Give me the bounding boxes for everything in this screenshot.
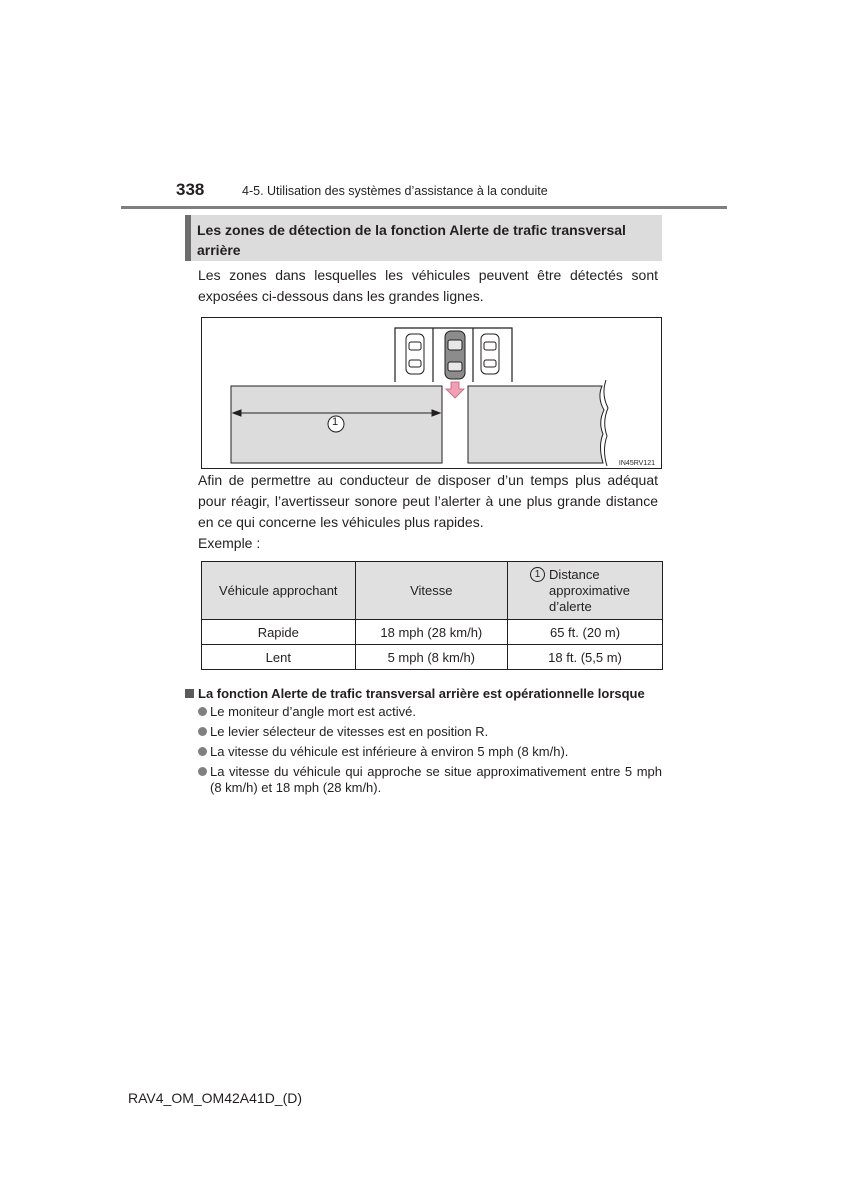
conditions-heading [185,686,645,701]
own-vehicle [445,331,465,379]
table-cell: 18 ft. (5,5 m) [508,645,663,670]
parked-car-left [406,334,424,374]
section-title [185,215,662,261]
table-row [202,645,663,670]
bullet-icon [198,727,207,736]
bullet-icon [198,747,207,756]
conditions-list [198,704,662,800]
square-bullet-icon [185,689,194,698]
intro-paragraph: Les zones dans lesquelles les véhicules peuvent être détectés sont exposées ci-dessous dans les grandes lignes. [198,267,658,304]
list-item-text: Le moniteur d’angle mort est activé. [210,704,416,719]
detection-zone-diagram [202,318,663,470]
bullet-icon [198,707,207,716]
header-callout: 1 [530,567,545,582]
zone-break-line [604,380,608,466]
callout-number: 1 [332,416,339,428]
list-item-text: La vitesse du véhicule est inférieure à environ 5 mph (8 km/h). [210,744,569,759]
table-row [202,620,663,645]
header-divider [121,206,727,209]
table-cell: 5 mph (8 km/h) [355,645,507,670]
header-distance [508,562,663,620]
header-vehicle: Véhicule approchant [202,562,356,620]
table-header-row [202,562,663,620]
detection-zone-figure [201,317,662,469]
list-item [198,704,662,720]
section-title-bar [185,215,191,261]
alert-distance-table [201,561,663,670]
example-label: Exemple : [198,535,261,551]
explanation-paragraph: Afin de permettre au conducteur de disposer d’un temps plus adéquat pour réagir, l’avertisseur sonore peut l’alerter à une plus grande distance en ce qui concerne les véhicules plus rapides. [198,472,658,530]
header-speed: Vitesse [355,562,507,620]
page-number: 338 [176,180,205,199]
list-item [198,744,662,760]
list-item [198,724,662,740]
list-item-text: Le levier sélecteur de vitesses est en position R. [210,724,489,739]
conditions-heading-text: La fonction Alerte de trafic transversal arrière est opérationnelle lorsque [198,686,645,701]
section-title-text: Les zones de détection de la fonction Alerte de trafic transversal arrière [197,222,626,258]
table-cell: 18 mph (28 km/h) [355,620,507,645]
parked-car-right [481,334,499,374]
bullet-icon [198,767,207,776]
figure-code: IN45RV121 [618,460,655,467]
header-distance-text: Distance approximative d’alerte [549,566,630,614]
list-item [198,764,662,796]
document-code: RAV4_OM_OM42A41D_(D) [128,1090,303,1106]
chapter-title: 4-5. Utilisation des systèmes d’assistance à la conduite [242,184,548,198]
detection-zone-right [468,386,604,463]
table-cell: Lent [202,645,356,670]
table-cell: 65 ft. (20 m) [508,620,663,645]
reverse-arrow [446,382,464,398]
table-cell: Rapide [202,620,356,645]
page-header [176,180,656,204]
list-item-text: La vitesse du véhicule qui approche se situe approximativement entre 5 mph (8 km/h) et 18 mph (28 km/h). [210,764,662,795]
